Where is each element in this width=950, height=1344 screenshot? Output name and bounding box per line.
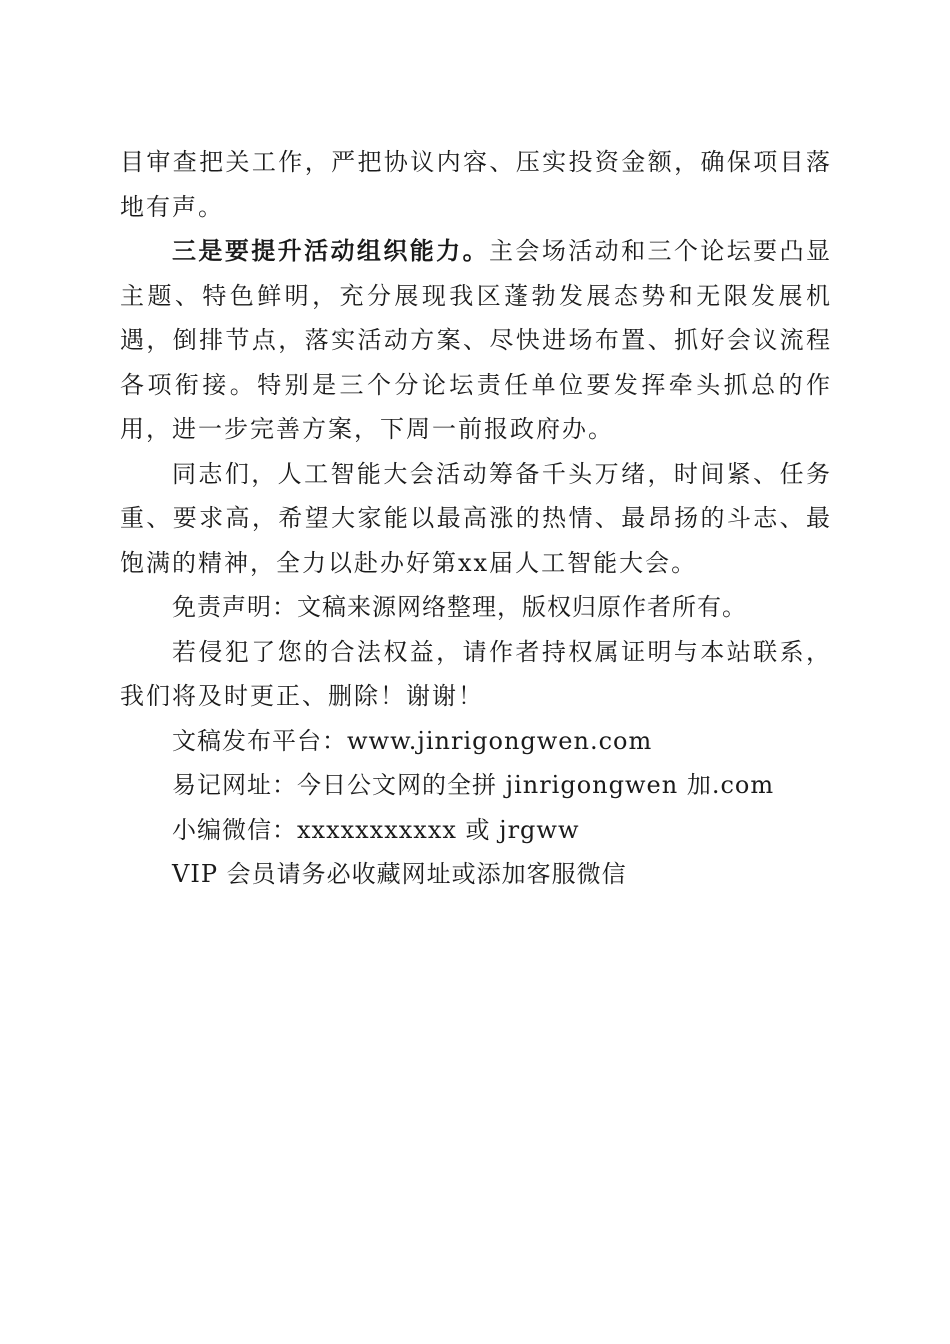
paragraph-continuation: 目审查把关工作，严把协议内容、压实投资金额，确保项目落地有声。 — [120, 148, 832, 221]
disclaimer-line: 免责声明：文稿来源网络整理，版权归原作者所有。 — [172, 593, 747, 621]
paragraph-heading: 三是要提升活动组织能力。 — [172, 236, 489, 265]
easy-url-line: 易记网址：今日公文网的全拼 jinrigongwen 加.com — [172, 771, 775, 799]
vip-line: VIP 会员请务必收藏网址或添加客服微信 — [172, 860, 627, 888]
platform-line: 文稿发布平台：www.jinrigongwen.com — [172, 726, 653, 755]
wechat-line: 小编微信：xxxxxxxxxxx 或 jrgww — [172, 815, 580, 844]
paragraph-body: 主会场活动和三个论坛要凸显主题、特色鲜明，充分展现我区蓬勃发展态势和无限发展机遇，倒排节点，落实活动方案、尽快进场布置、抓好会议流程各项衔接。特别是三个分论坛责任单位要发挥牵头抓总的作用，进一步完善方案，下周一前报政府办。 — [120, 237, 832, 443]
paragraph-organization — [120, 229, 832, 452]
document-body — [120, 140, 832, 897]
infringement-notice: 若侵犯了您的合法权益，请作者持权属证明与本站联系，我们将及时更正、删除！谢谢！ — [120, 637, 832, 710]
paragraph-closing: 同志们，人工智能大会活动筹备千头万绪，时间紧、任务重、要求高，希望大家能以最高涨的热情、最昂扬的斗志、最饱满的精神，全力以赴办好第xx届人工智能大会。 — [120, 459, 832, 577]
